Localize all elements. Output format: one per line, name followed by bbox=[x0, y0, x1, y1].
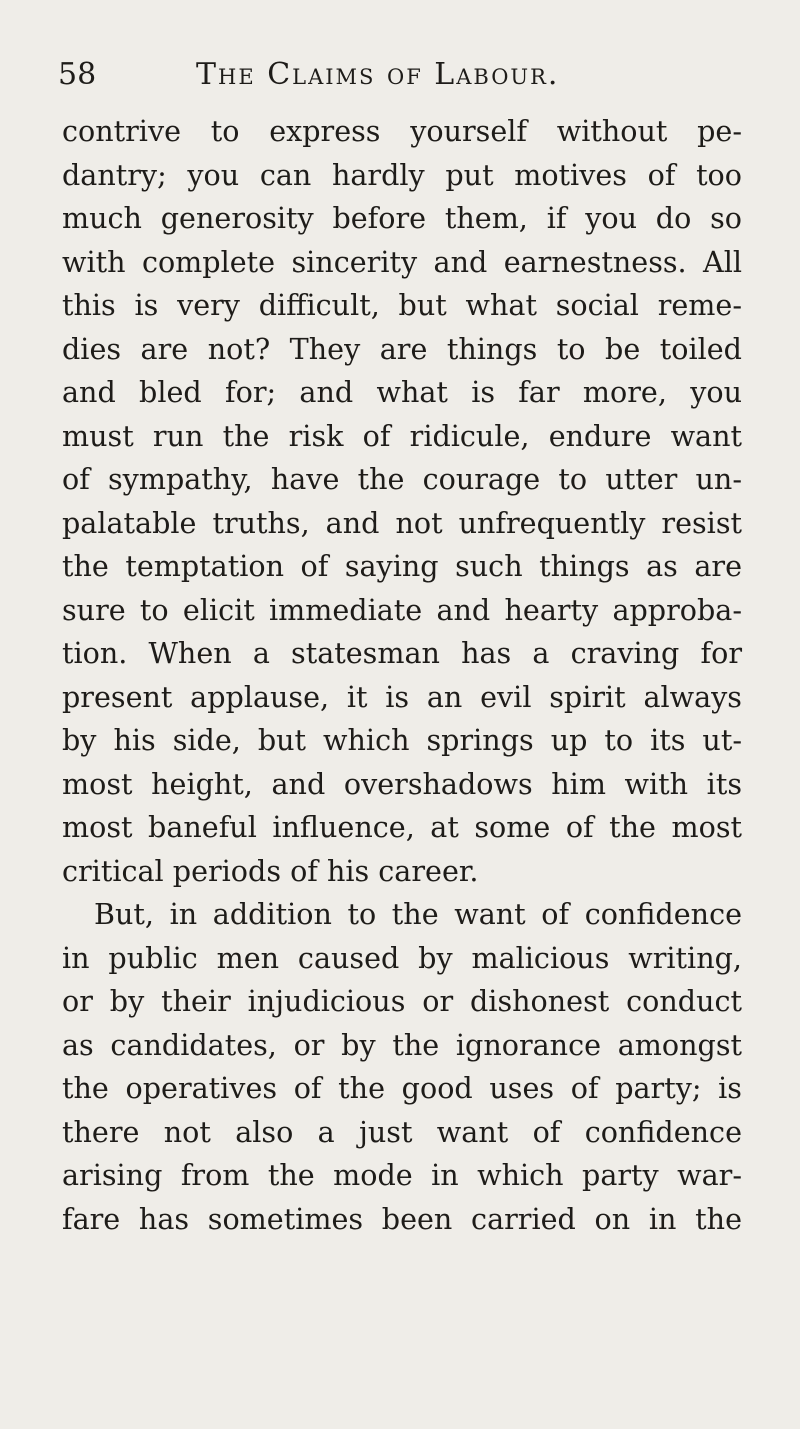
text-line: contrive to express yourself without pe- bbox=[62, 114, 742, 148]
text-line: of sympathy, have the courage to utter un- bbox=[62, 462, 742, 496]
text-line: arising from the mode in which party war- bbox=[62, 1158, 742, 1192]
text-line: this is very difficult, but what social reme- bbox=[62, 288, 742, 322]
text-line: sure to elicit immediate and hearty approba- bbox=[62, 592, 742, 627]
text-line: or by their injudicious or dishonest conduct bbox=[62, 984, 742, 1018]
text-line: most height, and overshadows him with its bbox=[62, 766, 742, 801]
text-line: and bled for; and what is far more, you bbox=[62, 375, 742, 409]
page-number: 58 bbox=[58, 57, 97, 92]
text-line: the operatives of the good uses of party; is bbox=[62, 1071, 742, 1105]
running-title: The Claims of Labour. bbox=[196, 57, 560, 92]
text-line: the temptation of saying such things as are bbox=[62, 549, 742, 583]
paragraph-start-line: But, in addition to the want of confidence bbox=[94, 897, 742, 931]
body-text bbox=[62, 110, 742, 1241]
text-line: dantry; you can hardly put motives of too bbox=[62, 157, 742, 192]
text-line: fare has sometimes been carried on in the bbox=[62, 1201, 742, 1236]
text-line: must run the risk of ridicule, endure want bbox=[62, 418, 742, 453]
running-head bbox=[58, 52, 748, 98]
text-line: tion. When a statesman has a craving for bbox=[62, 636, 742, 670]
text-line: there not also a just want of confidence bbox=[62, 1114, 742, 1149]
text-line: palatable truths, and not unfrequently resist bbox=[62, 505, 742, 540]
text-line: most baneful influence, at some of the most bbox=[62, 810, 742, 844]
text-line: dies are not? They are things to be toiled bbox=[62, 331, 742, 366]
text-line: much generosity before them, if you do so bbox=[62, 201, 742, 235]
text-line: as candidates, or by the ignorance amongst bbox=[62, 1027, 742, 1062]
text-line: critical periods of his career. bbox=[62, 853, 479, 888]
text-line: with complete sincerity and earnestness. All bbox=[62, 244, 742, 279]
text-line: present applause, it is an evil spirit always bbox=[62, 679, 742, 714]
text-line: by his side, but which springs up to its ut- bbox=[62, 723, 742, 757]
text-line: in public men caused by malicious writing, bbox=[62, 940, 742, 975]
